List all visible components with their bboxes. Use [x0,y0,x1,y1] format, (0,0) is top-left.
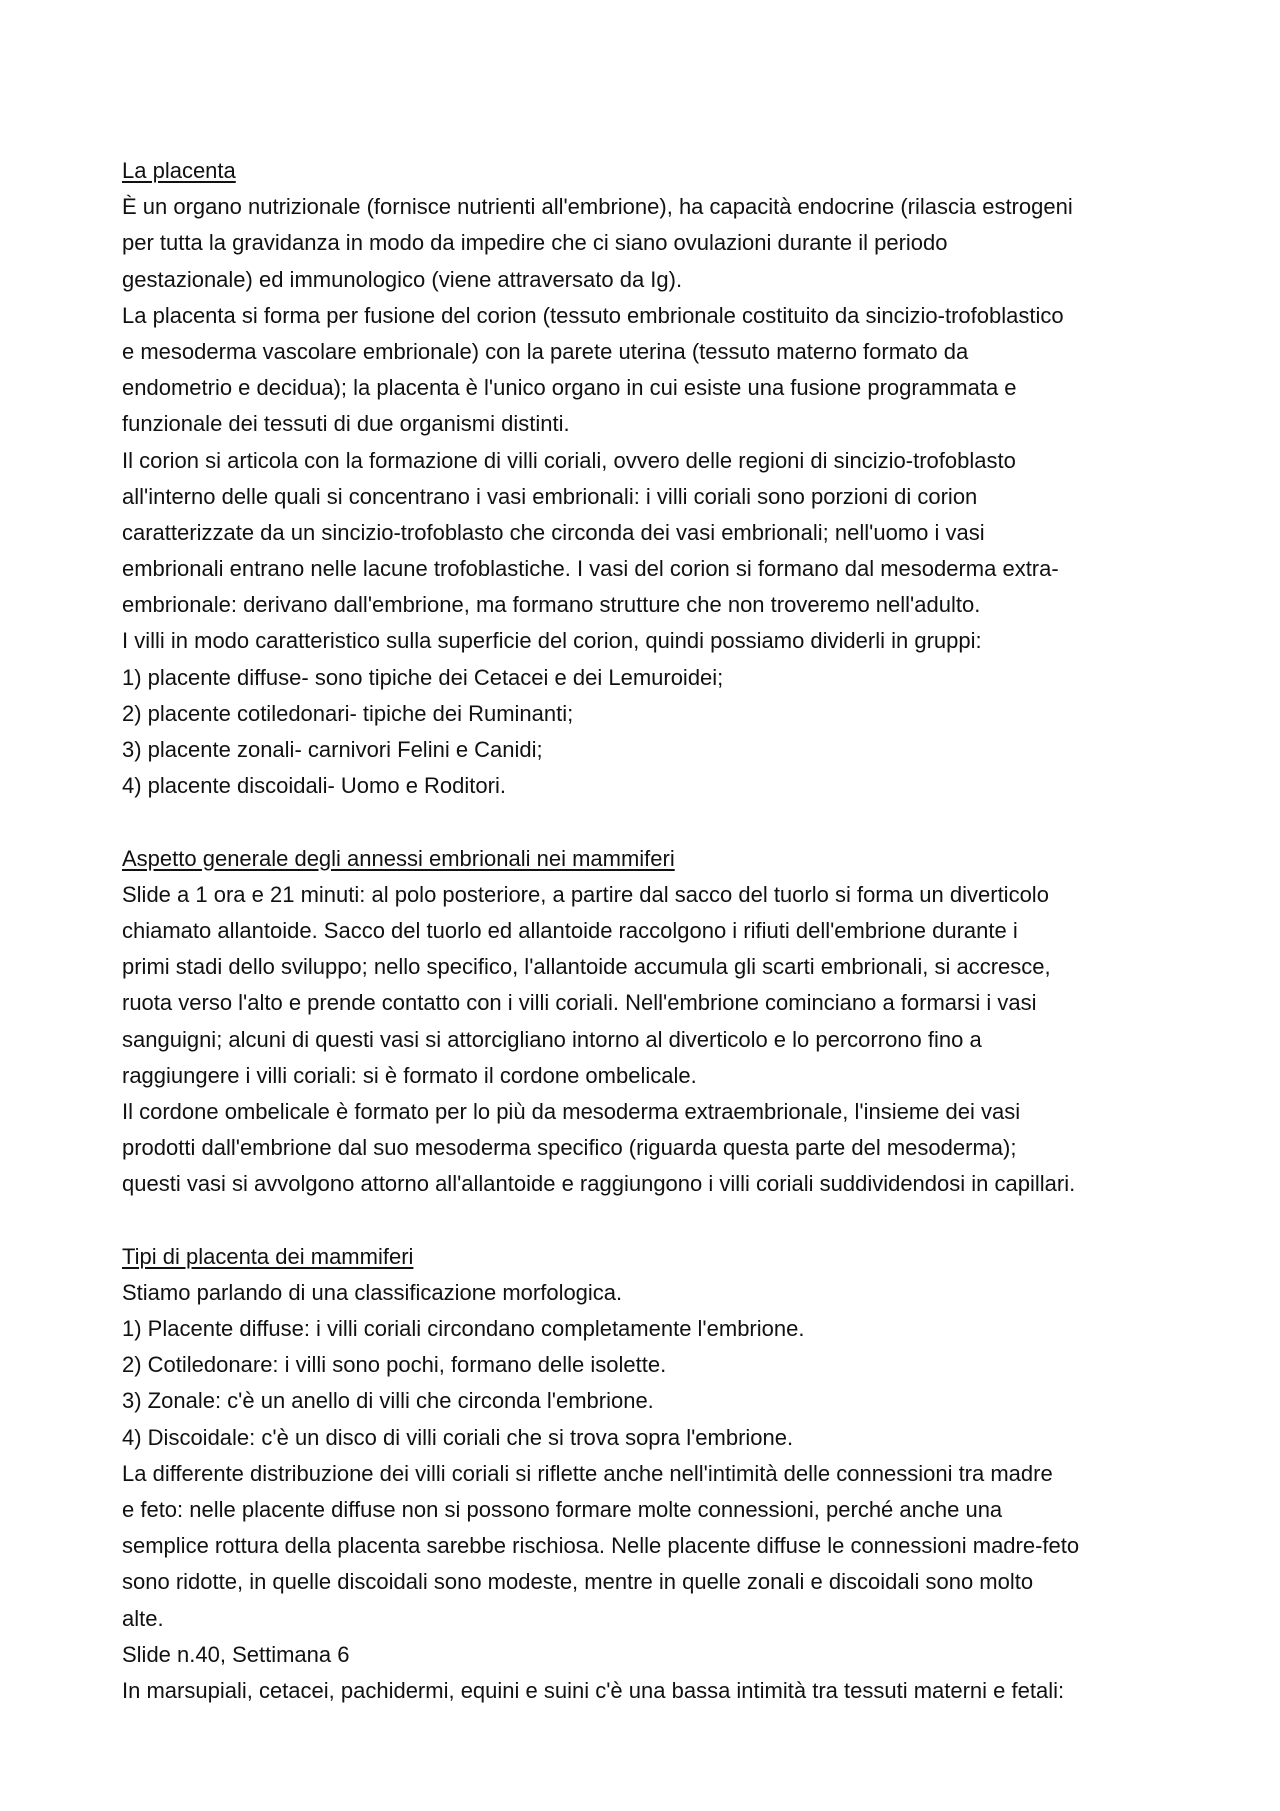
body-line: ruota verso l'alto e prende contatto con i villi coriali. Nell'embrione cominciano a formarsi i vasi [122,990,1037,1016]
body-line: sanguigni; alcuni di questi vasi si attorcigliano intorno al diverticolo e lo percorrono fino a [122,1026,982,1052]
section-heading: Aspetto generale degli annessi embrionali nei mammiferi [122,845,675,871]
body-line: caratterizzate da un sincizio-trofoblasto che circonda dei vasi embrionali; nell'uomo i vasi [122,519,985,545]
body-line: per tutta la gravidanza in modo da impedire che ci siano ovulazioni durante il periodo [122,230,948,256]
body-line: I villi in modo caratteristico sulla superficie del corion, quindi possiamo dividerli in gruppi: [122,628,982,654]
body-line: Slide n.40, Settimana 6 [122,1641,350,1667]
section-heading: La placenta [122,158,236,183]
list-item: 4) placente discoidali- Uomo e Roditori. [122,773,506,799]
body-line: Il cordone ombelicale è formato per lo più da mesoderma extraembrionale, l'insieme dei vasi [122,1098,1021,1124]
body-line: prodotti dall'embrione dal suo mesoderma specifico (riguarda questa parte del mesoderma); [122,1135,1017,1161]
body-line: chiamato allantoide. Sacco del tuorlo ed allantoide raccolgono i rifiuti dell'embrione durante i [122,917,1018,943]
body-line: e feto: nelle placente diffuse non si possono formare molte connessioni, perché anche una [122,1496,1003,1522]
body-line: e mesoderma vascolare embrionale) con la parete uterina (tessuto materno formato da [122,338,969,364]
body-line: embrionali entrano nelle lacune trofoblastiche. I vasi del corion si formano dal mesoderma extra- [122,556,1059,582]
list-item: 3) Zonale: c'è un anello di villi che circonda l'embrione. [122,1388,654,1414]
body-line: questi vasi si avvolgono attorno all'allantoide e raggiungono i villi coriali suddividendosi in capillari. [122,1171,1076,1197]
body-line: all'interno delle quali si concentrano i vasi embrionali: i villi coriali sono porzioni di corion [122,483,978,509]
paragraph-gap [122,1202,1172,1238]
list-item: 2) placente cotiledonari- tipiche dei Ruminanti; [122,700,574,726]
body-line: È un organo nutrizionale (fornisce nutrienti all'embrione), ha capacità endocrine (rilascia estrogeni [122,194,1073,220]
body-line: funzionale dei tessuti di due organismi distinti. [122,411,570,437]
body-line: raggiungere i villi coriali: si è formato il cordone ombelicale. [122,1062,697,1088]
document-page [122,153,1172,1709]
body-line: alte. [122,1605,164,1631]
body-line: endometrio e decidua); la placenta è l'unico organo in cui esiste una fusione programmata e [122,375,1017,401]
body-line: semplice rottura della placenta sarebbe rischiosa. Nelle placente diffuse le connessioni madre-feto [122,1533,1080,1559]
list-item: 2) Cotiledonare: i villi sono pochi, formano delle isolette. [122,1352,667,1378]
body-line: Il corion si articola con la formazione di villi coriali, ovvero delle regioni di sincizio-trofoblasto [122,447,1016,473]
section-heading: Tipi di placenta dei mammiferi [122,1243,414,1269]
body-line: embrionale: derivano dall'embrione, ma formano strutture che non troveremo nell'adulto. [122,592,981,618]
body-line: Stiamo parlando di una classificazione morfologica. [122,1279,623,1305]
body-line: La differente distribuzione dei villi coriali si riflette anche nell'intimità delle connessioni tra madre [122,1460,1053,1486]
body-line: primi stadi dello sviluppo; nello specifico, l'allantoide accumula gli scarti embrionali, si accresce, [122,954,1051,980]
body-line: In marsupiali, cetacei, pachidermi, equini e suini c'è una bassa intimità tra tessuti materni e fetali: [122,1677,1065,1703]
body-line: Slide a 1 ora e 21 minuti: al polo posteriore, a partire dal sacco del tuorlo si forma un diverticolo [122,881,1049,907]
paragraph-gap [122,804,1172,840]
body-line: sono ridotte, in quelle discoidali sono modeste, mentre in quelle zonali e discoidali sono molto [122,1569,1034,1595]
list-item: 3) placente zonali- carnivori Felini e Canidi; [122,737,543,762]
list-item: 1) placente diffuse- sono tipiche dei Cetacei e dei Lemuroidei; [122,664,724,690]
body-line: La placenta si forma per fusione del corion (tessuto embrionale costituito da sincizio-trofoblastico [122,302,1064,328]
list-item: 1) Placente diffuse: i villi coriali circondano completamente l'embrione. [122,1316,805,1341]
list-item: 4) Discoidale: c'è un disco di villi coriali che si trova sopra l'embrione. [122,1424,794,1450]
body-line: gestazionale) ed immunologico (viene attraversato da Ig). [122,266,683,292]
